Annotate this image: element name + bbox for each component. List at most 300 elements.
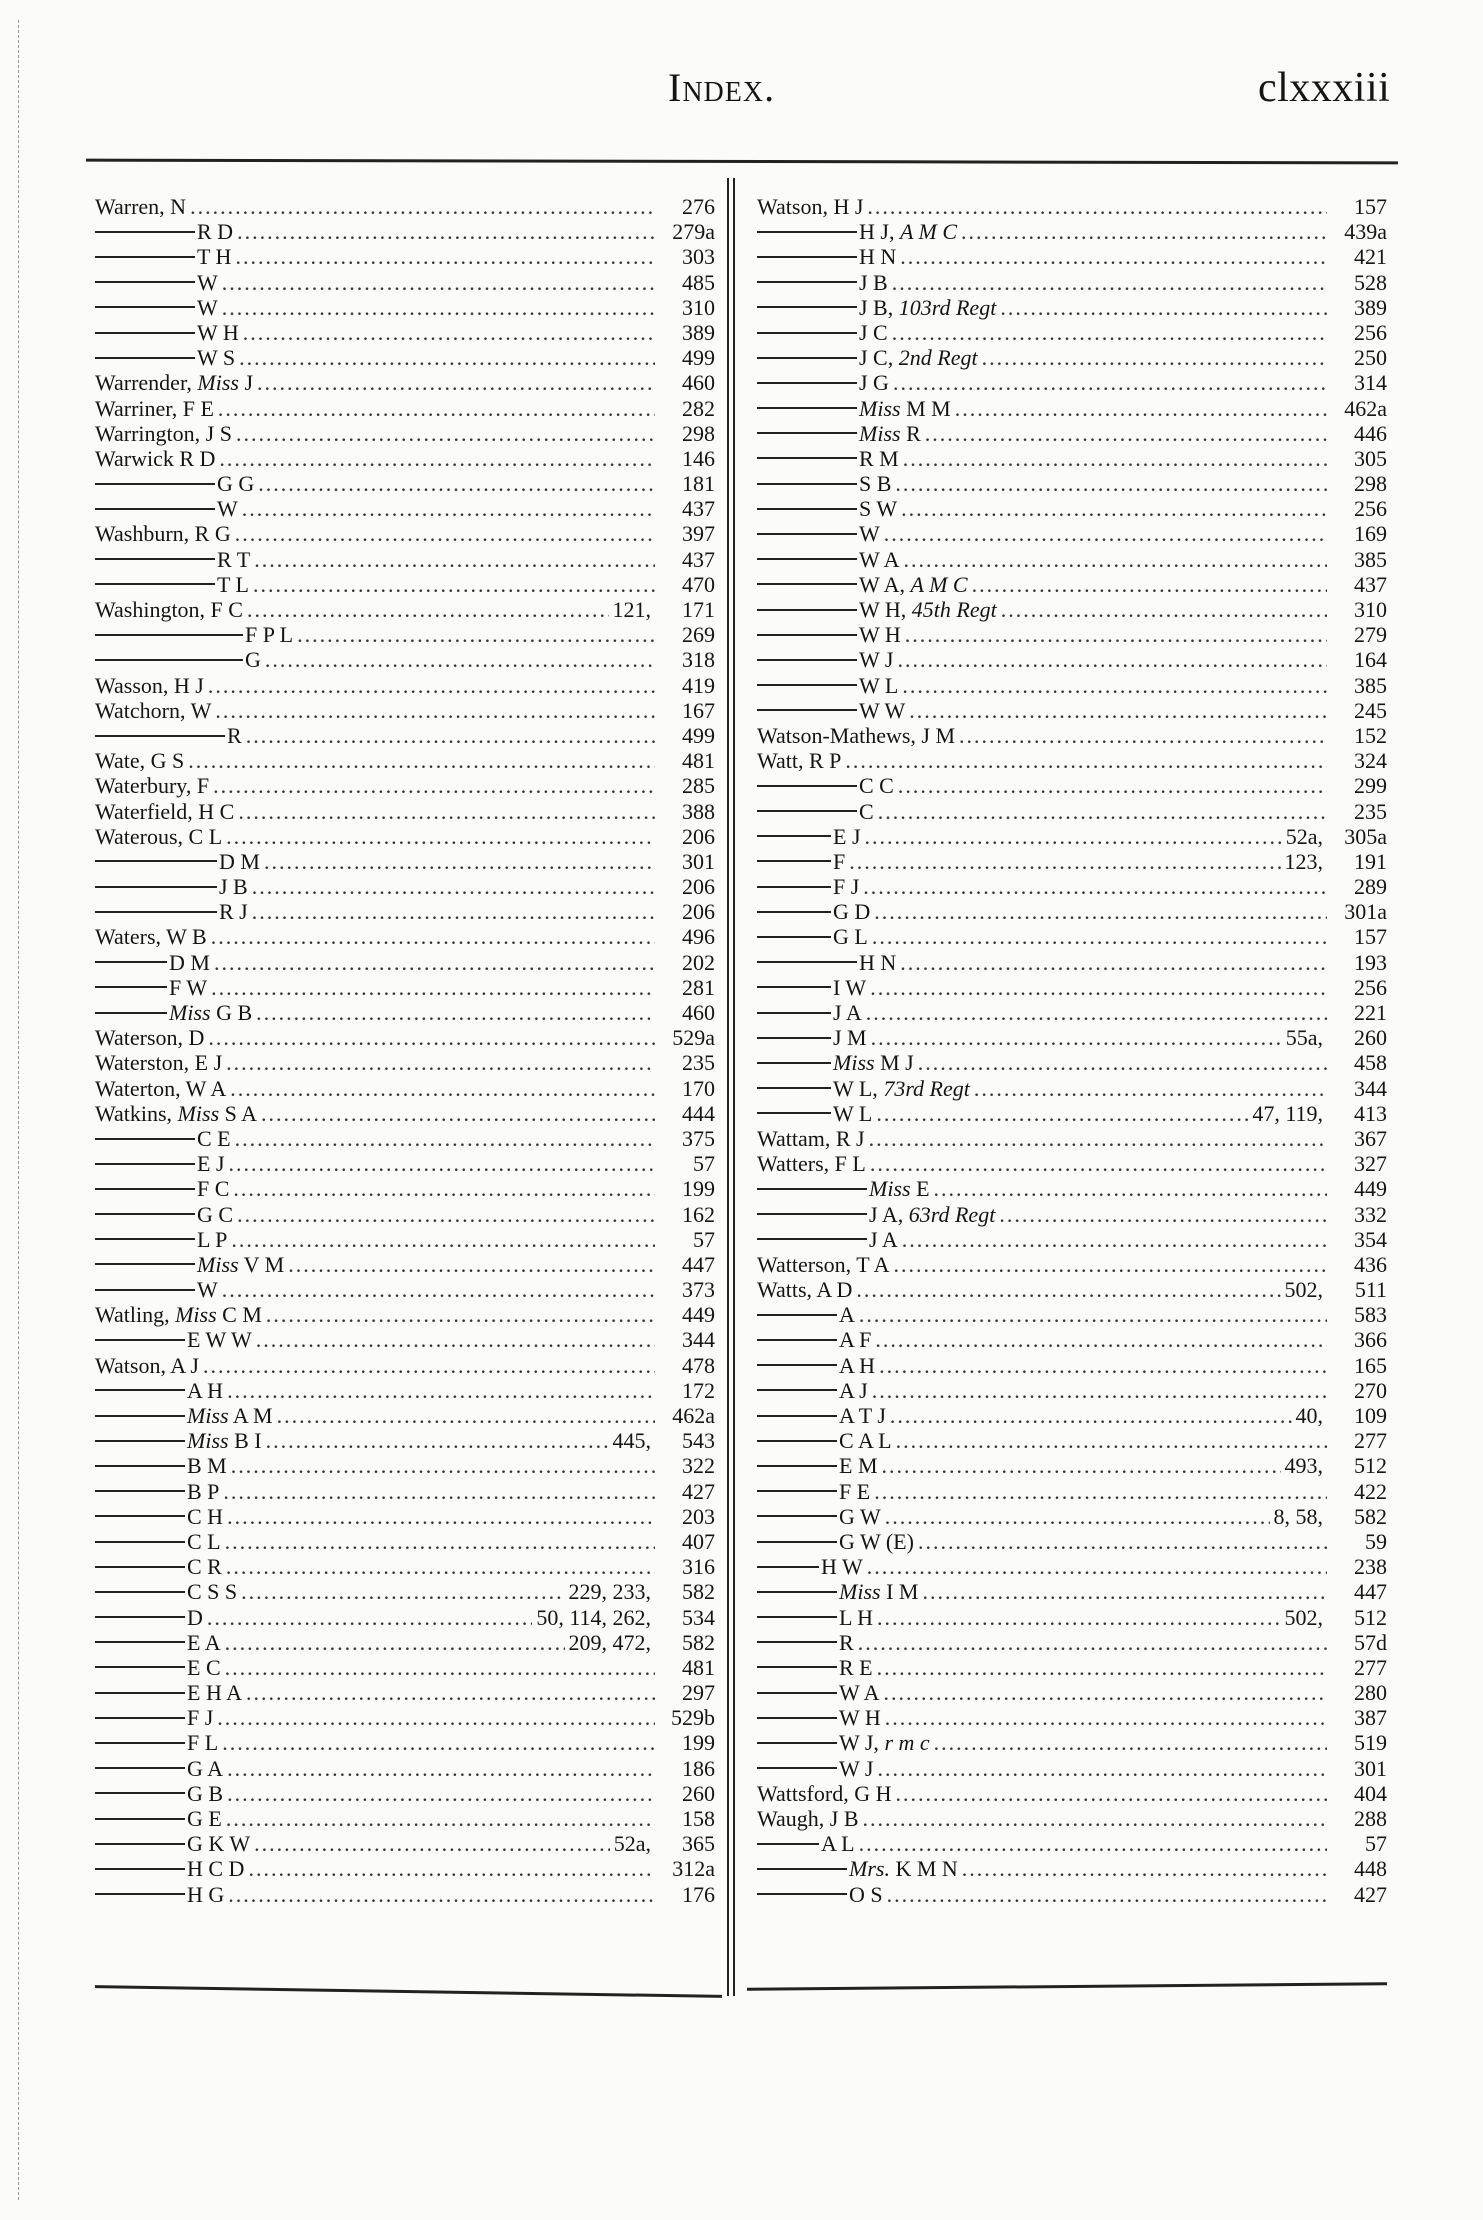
index-entry [757, 1479, 1387, 1504]
entry-name [197, 219, 233, 244]
entry-name [197, 1277, 218, 1302]
entry-page: 158 [682, 1806, 715, 1831]
leader-dots [904, 547, 1327, 572]
entry-name [95, 748, 184, 773]
entry-name-text: Warriner, F E [95, 395, 214, 421]
index-entry [95, 1277, 715, 1302]
leader-dots [882, 1453, 1281, 1478]
index-entry [757, 421, 1387, 446]
entry-name [187, 1579, 237, 1604]
entry-name [95, 1025, 204, 1050]
entry-page: 202 [682, 949, 715, 975]
index-entry [95, 471, 715, 496]
entry-page: 316 [682, 1554, 715, 1580]
index-entry [757, 1856, 1387, 1881]
entry-name [859, 446, 899, 471]
column-divider [727, 178, 735, 1996]
leader-dots [256, 1000, 655, 1025]
index-entry [757, 1151, 1387, 1176]
entry-name-italic: 63rd Regt [908, 1201, 996, 1227]
entry-name-text: G C [197, 1201, 234, 1227]
index-entry [95, 1655, 715, 1680]
entry-name [187, 1655, 221, 1680]
entry-name-text: A L [821, 1831, 855, 1857]
entry-name [859, 244, 896, 269]
entry-name-text: G W [839, 1503, 881, 1529]
leader-dots [902, 1227, 1327, 1252]
entry-name-prefix: Watkins, [95, 1100, 178, 1126]
entry-name-suffix: J [238, 370, 254, 396]
index-entry [757, 194, 1387, 219]
index-entry [757, 1428, 1387, 1453]
ditto-dash [95, 1641, 185, 1643]
leader-dots [845, 748, 1327, 773]
index-entry [757, 219, 1387, 244]
ditto-dash [757, 1541, 837, 1543]
ditto-dash [95, 1767, 185, 1769]
entry-page: 583 [1354, 1302, 1387, 1328]
index-entry [757, 270, 1387, 295]
leader-dots [222, 1277, 655, 1302]
entry-extra-pages: 47, 119, [1252, 1100, 1323, 1126]
index-entry [95, 849, 715, 874]
entry-name-text: I W [833, 974, 867, 1000]
entry-page: 206 [682, 899, 715, 925]
ditto-dash [757, 860, 831, 862]
index-entry [95, 1831, 715, 1856]
leader-dots [863, 1806, 1327, 1831]
entry-page: 419 [682, 672, 715, 698]
ditto-dash [95, 1440, 185, 1442]
index-entry [757, 1252, 1387, 1277]
ditto-dash [95, 1339, 185, 1341]
entry-page: 298 [682, 420, 715, 446]
leader-dots [248, 1856, 655, 1881]
index-entry [95, 1050, 715, 1075]
entry-name [833, 975, 866, 1000]
entry-page: 162 [682, 1201, 715, 1227]
entry-page: 157 [1354, 924, 1387, 950]
ditto-dash [757, 1389, 837, 1391]
index-entry [757, 1630, 1387, 1655]
entry-page: 407 [682, 1528, 715, 1554]
index-entry [95, 824, 715, 849]
entry-page: 203 [682, 1503, 715, 1529]
entry-name-text: Watchorn, W [95, 697, 212, 723]
ditto-dash [95, 508, 215, 510]
entry-name-text: Waterfield, H C [95, 798, 235, 824]
ditto-dash [757, 1062, 831, 1064]
index-entry [95, 270, 715, 295]
entry-name-suffix: E [910, 1176, 930, 1202]
ditto-dash [95, 558, 215, 560]
ditto-dash [95, 1692, 185, 1694]
entry-name-prefix: W A, [859, 571, 911, 597]
index-entry [95, 1882, 715, 1907]
entry-name-text: Washington, F C [95, 597, 243, 622]
leader-dots [207, 1605, 532, 1630]
index-entry [757, 1831, 1387, 1856]
entry-name [839, 1605, 873, 1630]
leader-dots [230, 1076, 655, 1101]
entry-name [169, 950, 210, 975]
entry-page: 458 [1354, 1050, 1387, 1076]
entry-name-text: C [859, 798, 874, 824]
entry-name [833, 874, 859, 899]
index-entry [757, 496, 1387, 521]
entry-name [187, 1378, 223, 1403]
ditto-dash [95, 1465, 185, 1467]
leader-dots [858, 1630, 1327, 1655]
entry-name-text: G E [187, 1806, 222, 1831]
index-entry [95, 673, 715, 698]
entry-name-text: R E [839, 1654, 873, 1680]
leader-dots [225, 1655, 655, 1680]
entry-name-text: R M [859, 445, 899, 471]
entry-page: 285 [682, 773, 715, 799]
entry-page: 238 [1354, 1554, 1387, 1580]
entry-name [219, 874, 248, 899]
ditto-dash [757, 432, 857, 434]
index-entry [95, 1202, 715, 1227]
entry-name [95, 1050, 222, 1075]
leader-dots [905, 622, 1327, 647]
entry-name [859, 396, 951, 421]
entry-name [95, 799, 234, 824]
entry-name [859, 496, 897, 521]
entry-name [187, 1529, 221, 1554]
entry-name [187, 1453, 227, 1478]
leader-dots [242, 496, 655, 521]
entry-name [95, 824, 222, 849]
entry-name [95, 194, 186, 219]
ditto-dash [757, 231, 857, 233]
entry-name [187, 1605, 203, 1630]
ditto-dash [757, 1616, 837, 1618]
entry-page: 344 [682, 1327, 715, 1353]
ditto-dash [757, 634, 857, 636]
leader-dots [856, 1277, 1280, 1302]
entry-name-prefix: W H, [859, 597, 912, 622]
leader-dots [203, 1353, 655, 1378]
leader-dots [217, 1705, 655, 1730]
entry-page: 310 [1354, 597, 1387, 622]
ditto-dash [95, 860, 217, 862]
leader-dots [961, 219, 1327, 244]
index-entry [757, 345, 1387, 370]
entry-name-text: E M [839, 1453, 878, 1479]
ditto-dash [757, 508, 857, 510]
index-entry [757, 647, 1387, 672]
entry-name-prefix: J C, [859, 345, 899, 371]
entry-name-italic: r m c [884, 1730, 930, 1756]
index-entry [757, 1403, 1387, 1428]
leader-dots [974, 1076, 1327, 1101]
ditto-dash [757, 835, 831, 837]
entry-name-suffix: V M [238, 1251, 285, 1277]
ditto-dash [95, 256, 195, 258]
index-entry [95, 622, 715, 647]
entry-name [197, 1151, 225, 1176]
entry-name-italic: Miss [197, 370, 239, 396]
index-entry [95, 1025, 715, 1050]
leader-dots [859, 1302, 1327, 1327]
entry-name [217, 547, 250, 572]
ditto-dash [757, 709, 857, 711]
entry-name [821, 1831, 855, 1856]
ditto-dash [95, 634, 243, 636]
ditto-dash [95, 1616, 185, 1618]
entry-name [839, 1730, 930, 1755]
ditto-dash [757, 1591, 837, 1593]
entry-name [839, 1579, 918, 1604]
entry-page: 499 [682, 345, 715, 371]
ditto-dash [757, 1868, 847, 1870]
leader-dots [934, 1730, 1327, 1755]
index-entry [95, 1630, 715, 1655]
entry-name-text: C S S [187, 1579, 238, 1605]
leader-dots [872, 1378, 1327, 1403]
ditto-dash [757, 659, 857, 661]
ditto-dash [95, 1238, 195, 1240]
entry-name-text: H W [821, 1554, 863, 1580]
leader-dots [890, 1403, 1292, 1428]
entry-name-text: Watson, A J [95, 1352, 199, 1378]
entry-name-text: G L [833, 924, 868, 950]
entry-name-italic: Miss [177, 1100, 220, 1126]
entry-name-text: Watson-Mathews, J M [757, 722, 956, 748]
entry-name [187, 1730, 218, 1755]
entry-name [859, 698, 905, 723]
ditto-dash [757, 1666, 837, 1668]
entry-page: 191 [1354, 848, 1387, 874]
entry-name-text: D M [169, 949, 210, 975]
ditto-dash [95, 1263, 195, 1265]
index-entry [95, 1378, 715, 1403]
ditto-dash [757, 256, 857, 258]
leader-dots [866, 1000, 1327, 1025]
entry-name-text: G K W [187, 1831, 251, 1857]
entry-extra-pages: 229, 233, [568, 1579, 651, 1605]
entry-name-text: G [245, 647, 261, 673]
entry-name [757, 723, 955, 748]
entry-name [859, 521, 880, 546]
leader-dots [226, 824, 655, 849]
entry-name-text: J M [833, 1025, 867, 1051]
leader-dots [188, 748, 655, 773]
entry-name [197, 295, 218, 320]
entry-name [839, 1479, 870, 1504]
entry-name [217, 496, 238, 521]
leader-dots [222, 270, 655, 295]
entry-name-text: R D [197, 219, 234, 245]
index-entry [757, 1302, 1387, 1327]
index-entry [95, 1705, 715, 1730]
entry-page: 256 [1354, 974, 1387, 1000]
leader-dots [982, 345, 1327, 370]
entry-page: 413 [1354, 1100, 1387, 1126]
bottom-rule-right [747, 1982, 1387, 1991]
leader-dots [235, 1126, 655, 1151]
entry-name-suffix: G B [210, 1000, 253, 1025]
entry-name-text: W J [859, 647, 894, 673]
ditto-dash [757, 961, 857, 963]
index-entry [95, 521, 715, 546]
index-entry [95, 1554, 715, 1579]
entry-page: 57 [1365, 1831, 1387, 1857]
entry-page: 529b [671, 1705, 715, 1731]
entry-page: 250 [1354, 345, 1387, 371]
index-entry [95, 1730, 715, 1755]
index-entry [757, 1202, 1387, 1227]
ditto-dash [95, 1566, 185, 1568]
index-entry [95, 1353, 715, 1378]
leader-dots [229, 1151, 656, 1176]
entry-name [197, 1202, 233, 1227]
index-entry [757, 1176, 1387, 1201]
index-entry [757, 1353, 1387, 1378]
leader-dots [962, 1856, 1327, 1881]
entry-page: 221 [1354, 1000, 1387, 1025]
entry-name [839, 1453, 878, 1478]
leader-dots [865, 824, 1282, 849]
entry-name [833, 1076, 970, 1101]
entry-name-text: H N [859, 949, 897, 975]
leader-dots [892, 270, 1327, 295]
entry-page: 460 [682, 370, 715, 396]
entry-name [859, 950, 896, 975]
entry-page: 421 [1354, 244, 1387, 270]
index-entry [757, 1076, 1387, 1101]
entry-name-text: W L [859, 672, 899, 698]
entry-name [859, 270, 888, 295]
entry-name [859, 547, 900, 572]
entry-name-text: C E [197, 1125, 231, 1151]
entry-name [869, 1227, 898, 1252]
entry-name-text: F W [169, 974, 208, 1000]
ditto-dash [95, 583, 215, 585]
entry-name-text: W [217, 496, 238, 522]
entry-page: 269 [682, 622, 715, 648]
entry-page: 436 [1354, 1251, 1387, 1277]
leader-dots [227, 1504, 655, 1529]
entry-name-text: C C [859, 773, 894, 799]
index-entry [757, 1781, 1387, 1806]
entry-page: 449 [1354, 1176, 1387, 1202]
index-entry [95, 194, 715, 219]
entry-name-text: F C [197, 1176, 230, 1202]
entry-name-text: Watson, H J [757, 194, 864, 219]
index-entry [95, 723, 715, 748]
entry-page: 389 [1354, 294, 1387, 320]
entry-name [227, 723, 242, 748]
entry-page: 462a [1344, 395, 1387, 421]
index-entry [757, 1705, 1387, 1730]
entry-page: 206 [682, 874, 715, 900]
index-entry [757, 773, 1387, 798]
entry-name-text: G B [187, 1780, 224, 1806]
ditto-dash [95, 483, 215, 485]
leader-dots [893, 370, 1327, 395]
index-entry [757, 1000, 1387, 1025]
ditto-dash [95, 1666, 185, 1668]
leader-dots [219, 446, 655, 471]
entry-page: 519 [1354, 1730, 1387, 1756]
entry-page: 167 [682, 697, 715, 723]
entry-page: 543 [682, 1428, 715, 1454]
index-entry [95, 748, 715, 773]
entry-name-text: W H [197, 319, 239, 345]
ditto-dash [95, 332, 195, 334]
entry-page: 444 [682, 1100, 715, 1126]
entry-name-italic: 2nd Regt [898, 345, 978, 371]
index-entry [757, 370, 1387, 395]
entry-name [859, 219, 957, 244]
entry-page: 276 [682, 194, 715, 219]
entry-name-italic: A M C [899, 219, 957, 245]
entry-name [187, 1327, 252, 1352]
ditto-dash [757, 1440, 837, 1442]
entry-name [757, 1126, 865, 1151]
title-initial: I [668, 65, 683, 110]
entry-name-text: Warren, N [95, 194, 187, 219]
entry-page: 437 [682, 496, 715, 522]
index-entry [757, 1554, 1387, 1579]
ditto-dash [757, 986, 831, 988]
leader-dots [895, 471, 1327, 496]
entry-name-text: A [839, 1302, 855, 1328]
entry-name [859, 597, 997, 622]
entry-page: 389 [682, 319, 715, 345]
ditto-dash [757, 1893, 847, 1895]
entry-name [859, 320, 888, 345]
entry-name-text: E H A [187, 1680, 242, 1706]
entry-name [839, 1655, 873, 1680]
index-entry [95, 1126, 715, 1151]
entry-page: 387 [1354, 1705, 1387, 1731]
index-entry [95, 1781, 715, 1806]
entry-name [197, 345, 235, 370]
entry-name-text: H N [859, 244, 897, 270]
entry-extra-pages: 40, [1295, 1403, 1323, 1428]
entry-name-suffix: B I [228, 1428, 262, 1454]
entry-name [757, 1252, 889, 1277]
entry-name [245, 647, 261, 672]
leader-dots [892, 320, 1327, 345]
entry-name-italic: Miss [175, 1302, 217, 1328]
index-entry [757, 446, 1387, 471]
entry-name-suffix: C M [216, 1302, 262, 1328]
ditto-dash [757, 785, 857, 787]
index-entry [757, 1504, 1387, 1529]
leader-dots [243, 320, 655, 345]
entry-name-text: W A [839, 1680, 880, 1706]
entry-name-text: O S [849, 1881, 883, 1907]
entry-name-text: W [197, 1277, 218, 1303]
entry-page: 235 [1354, 798, 1387, 824]
index-entry [95, 874, 715, 899]
index-entry [95, 1529, 715, 1554]
entry-page: 499 [682, 722, 715, 748]
entry-name-text: Warrington, J S [95, 420, 232, 446]
leader-dots [241, 1579, 564, 1604]
entry-name [757, 748, 841, 773]
entry-page: 299 [1354, 773, 1387, 799]
ditto-dash [757, 332, 857, 334]
entry-name [757, 194, 863, 219]
entry-name [839, 1705, 881, 1730]
ditto-dash [757, 1742, 837, 1744]
